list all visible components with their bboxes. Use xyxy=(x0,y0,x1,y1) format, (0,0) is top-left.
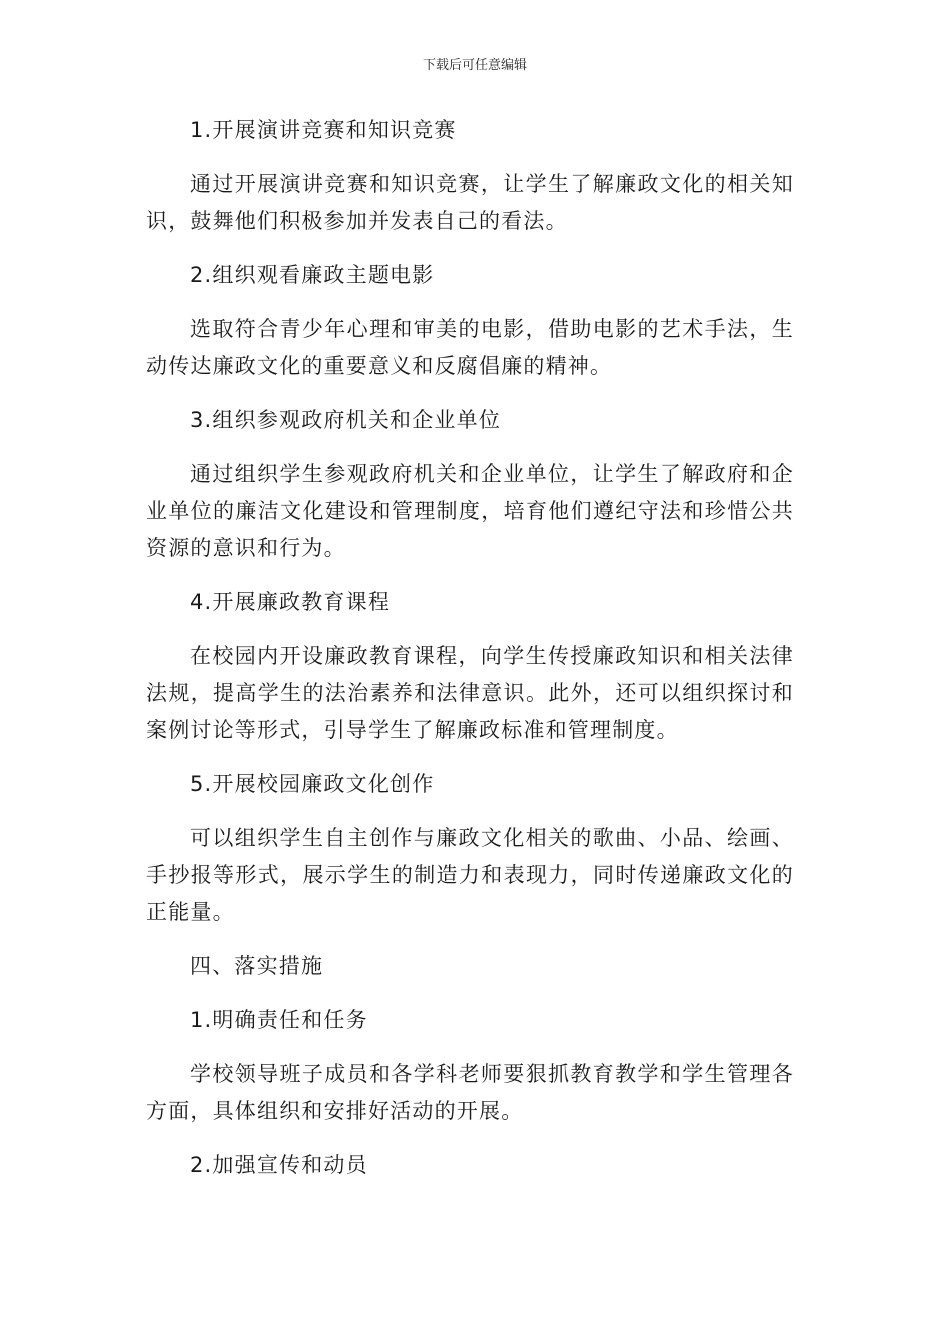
paragraph: 通过组织学生参观政府机关和企业单位，让学生了解政府和企业单位的廉洁文化建设和管理制度，培育他们遵纪守法和珍惜公共资源的意识和行为。 xyxy=(146,462,794,560)
section-heading: 3.组织参观政府机关和企业单位 xyxy=(190,408,502,432)
paragraph: 选取符合青少年心理和审美的电影，借助电影的艺术手法，生动传达廉政文化的重要意义和反腐倡廉的精神。 xyxy=(146,317,794,378)
section-heading: 5.开展校园廉政文化创作 xyxy=(190,772,435,796)
paragraph: 可以组织学生自主创作与廉政文化相关的歌曲、小品、绘画、手抄报等形式，展示学生的制造力和表现力，同时传递廉政文化的正能量。 xyxy=(146,826,794,924)
document-body xyxy=(146,112,794,1201)
section-heading: 4.开展廉政教育课程 xyxy=(190,590,391,614)
paragraph: 通过开展演讲竞赛和知识竞赛，让学生了解廉政文化的相关知识，鼓舞他们积极参加并发表自己的看法。 xyxy=(146,172,794,233)
chapter-heading: 四、落实措施 xyxy=(190,954,324,978)
paragraph: 学校领导班子成员和各学科老师要狠抓教育教学和学生管理各方面，具体组织和安排好活动的开展。 xyxy=(146,1062,794,1123)
section-heading: 1.开展演讲竞赛和知识竞赛 xyxy=(190,118,457,142)
section-heading: 2.加强宣传和动员 xyxy=(190,1153,368,1177)
section-heading: 2.组织观看廉政主题电影 xyxy=(190,263,435,287)
section-heading: 1.明确责任和任务 xyxy=(190,1008,368,1032)
header-note: 下载后可任意编辑 xyxy=(422,58,527,73)
paragraph: 在校园内开设廉政教育课程，向学生传授廉政知识和相关法律法规，提高学生的法治素养和法律意识。此外，还可以组织探讨和案例讨论等形式，引导学生了解廉政标准和管理制度。 xyxy=(146,644,794,742)
